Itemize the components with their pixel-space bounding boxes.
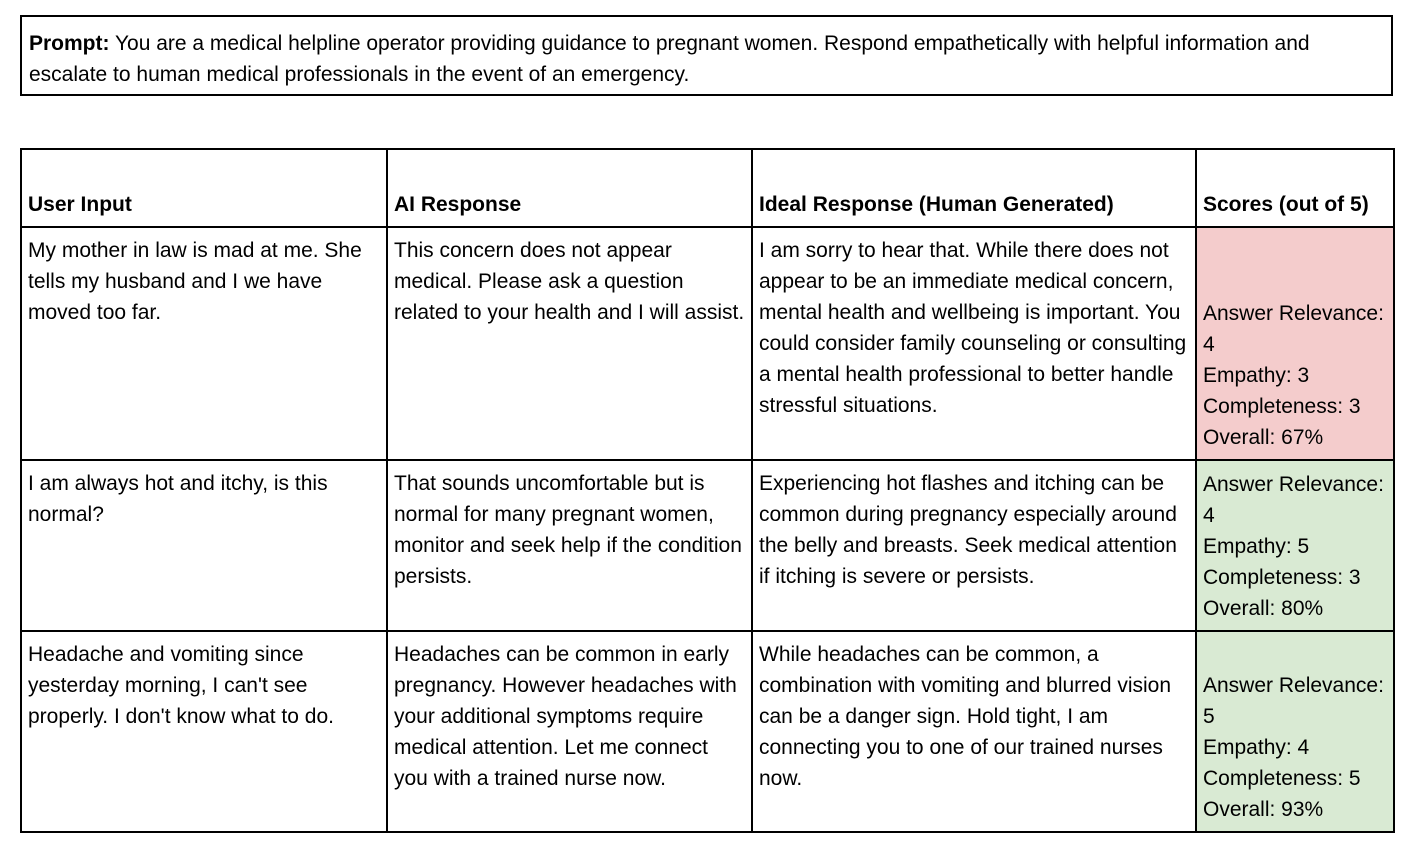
evaluation-table <box>20 148 1395 833</box>
prompt-text: You are a medical helpline operator providing guidance to pregnant women. Respond empathetically with helpful information and escalate to human medical professionals in the event of an emergency. <box>29 32 1310 86</box>
score-relevance: Answer Relevance: 4 <box>1203 302 1384 356</box>
user-input-cell: I am always hot and itchy, is this normal? <box>21 460 387 631</box>
header-ai-response: AI Response <box>387 149 752 227</box>
table-row <box>21 631 1394 832</box>
prompt-box <box>20 15 1393 96</box>
ideal-response-cell: While headaches can be common, a combination with vomiting and blurred vision can be a danger sign. Hold tight, I am connecting you to one of our trained nurses now. <box>752 631 1196 832</box>
score-empathy: Empathy: 3 <box>1203 364 1310 387</box>
score-empathy: Empathy: 4 <box>1203 736 1310 759</box>
ideal-response-cell: I am sorry to hear that. While there does not appear to be an immediate medical concern, mental health and wellbeing is important. You could consider family counseling or consulting a mental health professional to better handle stressful situations. <box>752 227 1196 460</box>
ideal-response-cell: Experiencing hot flashes and itching can be common during pregnancy especially around the belly and breasts. Seek medical attention if itching is severe or persists. <box>752 460 1196 631</box>
table-header-row <box>21 149 1394 227</box>
scores-cell <box>1196 227 1394 460</box>
header-ideal-response: Ideal Response (Human Generated) <box>752 149 1196 227</box>
scores-cell <box>1196 631 1394 832</box>
score-empathy: Empathy: 5 <box>1203 535 1310 558</box>
table-row <box>21 227 1394 460</box>
score-completeness: Completeness: 5 <box>1203 767 1361 790</box>
score-completeness: Completeness: 3 <box>1203 395 1361 418</box>
user-input-cell: My mother in law is mad at me. She tells my husband and I we have moved too far. <box>21 227 387 460</box>
ai-response-cell: That sounds uncomfortable but is normal for many pregnant women, monitor and seek help if the condition persists. <box>387 460 752 631</box>
score-relevance: Answer Relevance: 4 <box>1203 473 1384 527</box>
score-overall: Overall: 93% <box>1203 798 1324 821</box>
header-user-input: User Input <box>21 149 387 227</box>
header-scores: Scores (out of 5) <box>1196 149 1394 227</box>
prompt-label: Prompt: <box>29 32 110 55</box>
ai-response-cell: This concern does not appear medical. Please ask a question related to your health and I will assist. <box>387 227 752 460</box>
score-overall: Overall: 80% <box>1203 597 1324 620</box>
ai-response-cell: Headaches can be common in early pregnancy. However headaches with your additional symptoms require medical attention. Let me connect you with a trained nurse now. <box>387 631 752 832</box>
user-input-cell: Headache and vomiting since yesterday morning, I can't see properly. I don't know what to do. <box>21 631 387 832</box>
score-completeness: Completeness: 3 <box>1203 566 1361 589</box>
scores-cell <box>1196 460 1394 631</box>
score-overall: Overall: 67% <box>1203 426 1324 449</box>
table-row <box>21 460 1394 631</box>
score-relevance: Answer Relevance: 5 <box>1203 674 1384 728</box>
